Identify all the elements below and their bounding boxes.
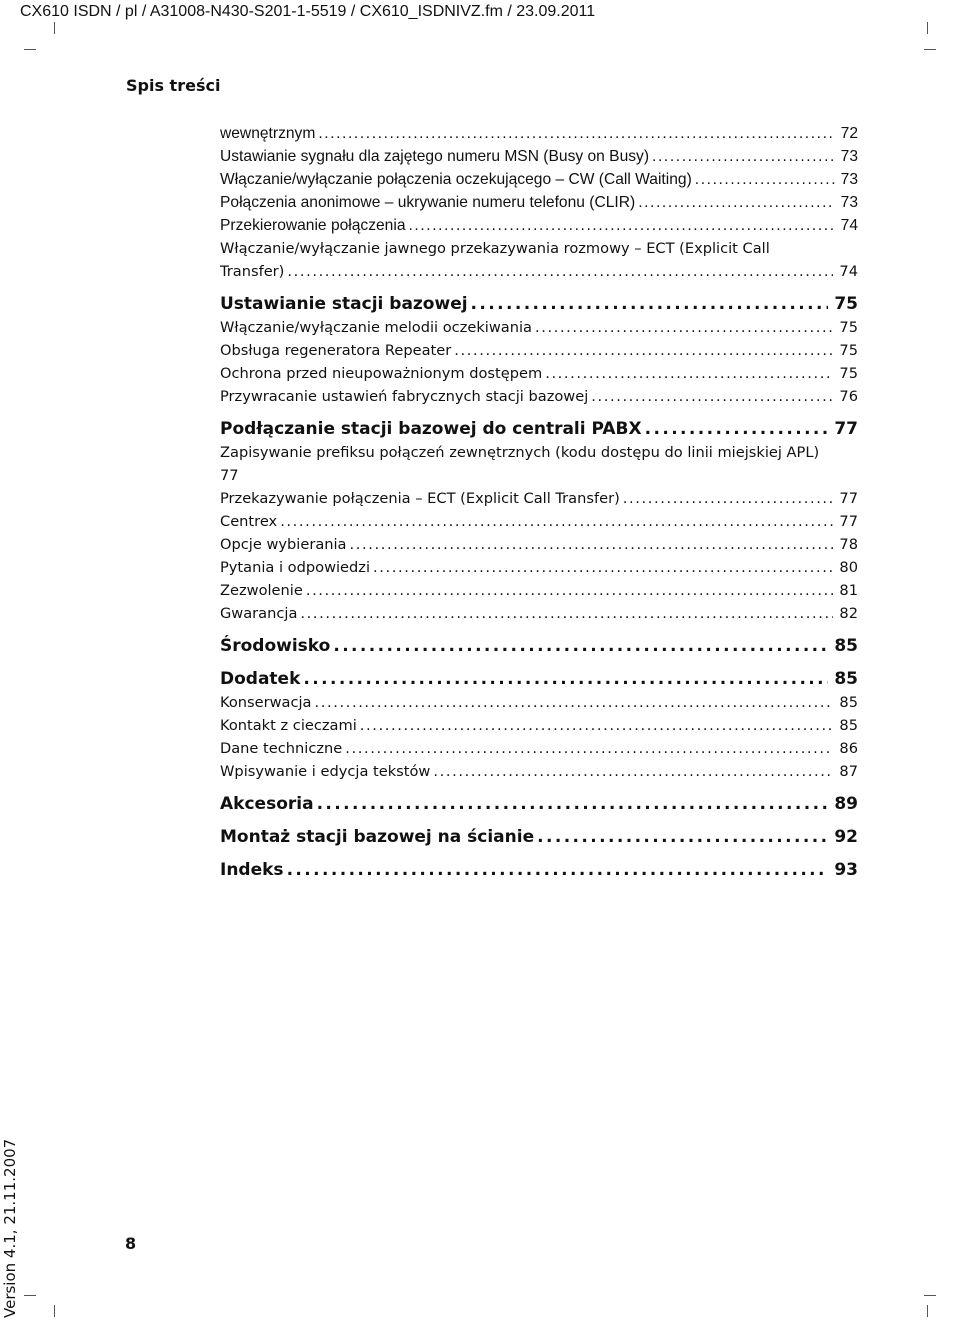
toc-chapter-title: Dodatek	[220, 669, 301, 689]
toc-chapter-title: Ustawianie stacji bazowej	[220, 294, 468, 314]
toc-leader-dots	[409, 214, 835, 237]
toc-chapter-title: Podłączanie stacji bazowej do centrali PABX	[220, 419, 642, 439]
toc-leader-dots	[345, 737, 833, 760]
toc-leader-dots	[591, 385, 833, 408]
crop-mark	[927, 22, 928, 34]
toc-entry-page: 81	[839, 582, 858, 599]
toc-entry-page: 72	[840, 125, 858, 142]
toc-entry-page: 74	[840, 217, 858, 234]
toc-entry[interactable]	[220, 214, 858, 237]
toc-chapter[interactable]	[220, 825, 858, 849]
toc-entry-page: 73	[840, 171, 858, 188]
toc-entry[interactable]	[220, 316, 858, 339]
toc-leader-dots	[433, 760, 833, 783]
crop-mark	[924, 49, 936, 50]
version-label: Version 4.1, 21.11.2007	[1, 1138, 19, 1318]
toc-entry-page: 76	[839, 388, 858, 405]
toc-entry-title: Gwarancja	[220, 605, 298, 622]
toc-entry-title: Przywracanie ustawień fabrycznych stacji bazowej	[220, 388, 589, 405]
toc-chapter-page: 89	[834, 794, 858, 814]
toc-leader-dots	[350, 533, 834, 556]
toc-entry-title: Przekierowanie połączenia	[220, 217, 406, 234]
toc-entry[interactable]	[220, 191, 858, 214]
toc-entry[interactable]	[220, 362, 858, 385]
toc-entry-page: 86	[839, 740, 858, 757]
toc-entry-page: 73	[840, 194, 858, 211]
toc-entry-title: Obsługa regeneratora Repeater	[220, 342, 452, 359]
toc-leader-dots	[373, 556, 833, 579]
toc-entry-page: 75	[839, 365, 858, 382]
toc-entry[interactable]	[220, 441, 858, 487]
toc-entry[interactable]	[220, 145, 858, 168]
toc-entry-title-line1: Zapisywanie prefiksu połączeń zewnętrznych (kodu dostępu do linii miejskiej APL)	[220, 444, 820, 461]
toc-entry-title: Wpisywanie i edycja tekstów	[220, 763, 431, 780]
toc-entry-title: Dane techniczne	[220, 740, 343, 757]
toc-entry-title-line1: Włączanie/wyłączanie jawnego przekazywania rozmowy – ECT (Explicit Call	[220, 240, 770, 257]
toc-entry[interactable]	[220, 714, 858, 737]
toc-entry-title: Konserwacja	[220, 694, 312, 711]
toc-leader-dots	[317, 792, 829, 816]
toc-entry-title-line2: 77	[220, 467, 239, 484]
toc-leader-dots	[318, 122, 834, 145]
toc-entry-page: 78	[839, 536, 858, 553]
header-file-info: CX610 ISDN / pl / A31008-N430-S201-1-5519 / CX610_ISDNIVZ.fm / 23.09.2011	[20, 3, 596, 20]
toc-entry-title: Opcje wybierania	[220, 536, 347, 553]
toc-entry-title-line2: Transfer)	[220, 263, 285, 280]
toc-chapter[interactable]	[220, 667, 858, 691]
toc-chapter-page: 85	[834, 636, 858, 656]
toc-leader-dots	[535, 316, 833, 339]
crop-mark	[54, 22, 55, 34]
toc-chapter[interactable]	[220, 292, 858, 316]
toc-leader-dots	[645, 417, 829, 441]
toc-entry-title: Włączanie/wyłączanie melodii oczekiwania	[220, 319, 532, 336]
toc-chapter-page: 75	[834, 294, 858, 314]
toc-chapter-page: 93	[834, 860, 858, 880]
toc-entry[interactable]	[220, 602, 858, 625]
toc-entry[interactable]	[220, 237, 858, 283]
toc-entry[interactable]	[220, 168, 858, 191]
toc-chapter-title: Akcesoria	[220, 794, 314, 814]
toc-entry-page: 75	[839, 319, 858, 336]
toc-chapter-page: 85	[834, 669, 858, 689]
toc-entry-title: Kontakt z cieczami	[220, 717, 357, 734]
toc-entry-page: 87	[839, 763, 858, 780]
toc-entry[interactable]	[220, 510, 858, 533]
toc-entry[interactable]	[220, 533, 858, 556]
toc-entry-title: Połączenia anonimowe – ukrywanie numeru telefonu (CLIR)	[220, 194, 636, 211]
toc-entry-page: 73	[840, 148, 858, 165]
toc-entry-title: Włączanie/wyłączanie połączenia oczekującego – CW (Call Waiting)	[220, 171, 692, 188]
crop-mark	[924, 1295, 936, 1296]
toc-leader-dots	[623, 487, 834, 510]
toc-leader-dots	[287, 260, 833, 283]
toc-chapter-page: 77	[834, 419, 858, 439]
crop-mark	[927, 1305, 928, 1317]
toc-chapter[interactable]	[220, 858, 858, 882]
toc-entry[interactable]	[220, 385, 858, 408]
toc-leader-dots	[695, 168, 835, 191]
toc-leader-dots	[300, 602, 833, 625]
toc-leader-dots	[360, 714, 834, 737]
toc-leader-dots	[537, 825, 828, 849]
toc-leader-dots	[545, 362, 833, 385]
toc-leader-dots	[471, 292, 829, 316]
toc-leader-dots	[280, 510, 833, 533]
page-number: 8	[125, 1234, 137, 1253]
toc-leader-dots	[287, 858, 829, 882]
toc-entry-page: 82	[839, 605, 858, 622]
toc-entry-page: 85	[839, 717, 858, 734]
toc-entry-title: Przekazywanie połączenia – ECT (Explicit Call Transfer)	[220, 490, 620, 507]
toc-entry-title: Ustawianie sygnału dla zajętego numeru MSN (Busy on Busy)	[220, 148, 650, 165]
toc-entry[interactable]	[220, 760, 858, 783]
toc-chapter-page: 92	[834, 827, 858, 847]
toc-entry-page: 77	[839, 490, 858, 507]
toc-leader-dots	[454, 339, 833, 362]
toc-leader-dots	[638, 191, 834, 214]
toc-chapter-title: Montaż stacji bazowej na ścianie	[220, 827, 535, 847]
toc-entry[interactable]	[220, 122, 858, 145]
toc-entry[interactable]	[220, 339, 858, 362]
toc-leader-dots	[333, 634, 828, 658]
toc-chapter-title: Indeks	[220, 860, 284, 880]
toc-entry[interactable]	[220, 737, 858, 760]
toc-entry[interactable]	[220, 487, 858, 510]
toc-entry[interactable]	[220, 579, 858, 602]
toc-entry-page: 75	[839, 342, 858, 359]
table-of-contents	[220, 122, 858, 882]
toc-leader-dots	[303, 667, 828, 691]
toc-chapter[interactable]	[220, 792, 858, 816]
toc-entry-page: 80	[839, 559, 858, 576]
toc-entry-title: Centrex	[220, 513, 278, 530]
toc-leader-dots	[652, 145, 835, 168]
toc-entry[interactable]	[220, 691, 858, 714]
toc-entry[interactable]	[220, 556, 858, 579]
section-title: Spis treści	[126, 76, 221, 95]
crop-mark	[24, 49, 36, 50]
toc-entry-title: Ochrona przed nieupoważnionym dostępem	[220, 365, 543, 382]
toc-chapter-title: Środowisko	[220, 636, 331, 656]
toc-leader-dots	[306, 579, 834, 602]
crop-mark	[54, 1305, 55, 1317]
crop-mark	[24, 1295, 36, 1296]
toc-chapter[interactable]	[220, 634, 858, 658]
toc-entry-page: 85	[839, 694, 858, 711]
toc-entry-title: Pytania i odpowiedzi	[220, 559, 371, 576]
toc-chapter[interactable]	[220, 417, 858, 441]
toc-leader-dots	[315, 691, 834, 714]
toc-entry-page: 74	[839, 263, 858, 280]
toc-entry-page: 77	[839, 513, 858, 530]
toc-entry-title: Zezwolenie	[220, 582, 303, 599]
toc-entry-title: wewnętrznym	[220, 125, 316, 142]
